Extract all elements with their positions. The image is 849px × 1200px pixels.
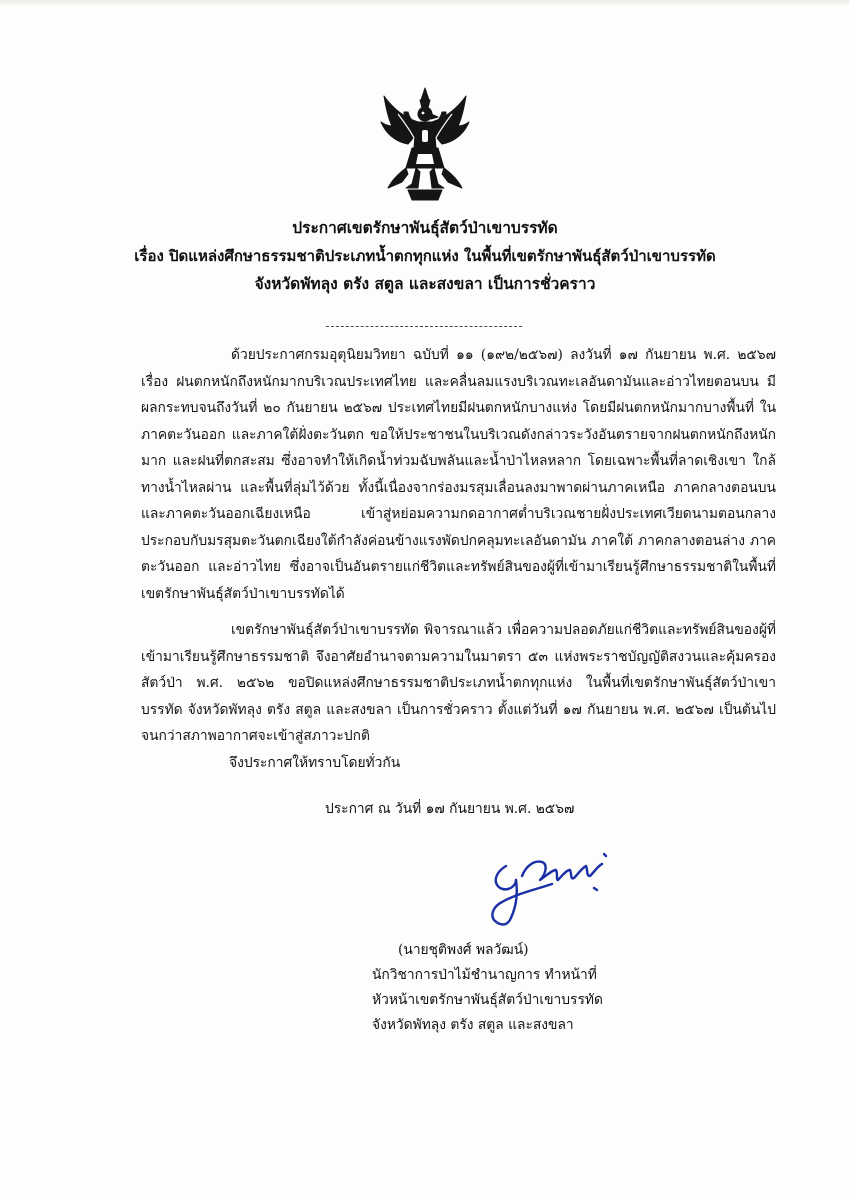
signer-role: หัวหน้าเขตรักษาพันธุ์สัตว์ป่าเขาบรรทัด <box>372 992 603 1008</box>
garuda-emblem-icon <box>378 84 472 202</box>
title-line-1: ประกาศเขตรักษาพันธุ์สัตว์ป่าเขาบรรทัด <box>292 219 558 237</box>
title-line-3: จังหวัดพัทลุง ตรัง สตูล และสงขลา เป็นการชั่วคราว <box>254 275 596 293</box>
announcement-body <box>141 342 776 750</box>
announcement-dateline: ประกาศ ณ วันที่ ๑๗ กันยายน พ.ศ. ๒๕๖๗ <box>325 801 575 817</box>
signer-name: (นายชุติพงศ์ พลวัฒน์) <box>398 942 529 958</box>
announcement-title <box>120 214 730 298</box>
signer-position: นักวิชาการป่าไม้ชำนาญการ ทำหน้าที่ <box>372 967 597 983</box>
body-paragraph-2: เขตรักษาพันธุ์สัตว์ป่าเขาบรรทัด พิจารณาแล้ว เพื่อความปลอดภัยแก่ชีวิตและทรัพย์สินของผู้ที่เข้ามาเรียนรู้ศึกษาธรรมชาติ จึงอาศัยอำนาจตามความในมาตรา ๕๓ แห่งพระราชบัญญัติสงวนและคุ้มครองสัตว์ป่า พ.ศ. ๒๕๖๒ ขอปิดแหล่งศึกษาธรรมชาติประเภทน้ำตกทุกแห่ง ในพื้นที่เขตรักษาพันธุ์สัตว์ป่าเขาบรรทัด จังหวัดพัทลุง ตรัง สตูล และสงขลา เป็นการชั่วคราว ตั้งแต่วันที่ ๑๗ กันยายน พ.ศ. ๒๕๖๗ เป็นต้นไป จนกว่าสภาพอากาศจะเข้าสู่สภาวะปกติ <box>141 622 776 744</box>
handwritten-signature-icon <box>472 836 618 928</box>
signer-area: จังหวัดพัทลุง ตรัง สตูล และสงขลา <box>372 1017 574 1033</box>
announcement-closing: จึงประกาศให้ทราบโดยทั่วกัน <box>229 755 401 771</box>
body-paragraph-1: ด้วยประกาศกรมอุตุนิยมวิทยา ฉบับที่ ๑๑ (๑๙๒/๒๕๖๗) ลงวันที่ ๑๗ กันยายน พ.ศ. ๒๕๖๗ เรื่อง ฝนตกหนักถึงหนักมากบริเวณประเทศไทย และคลื่นลมแรงบริเวณทะเลอันดามันและอ่าวไทยตอนบน มีผลกระทบจนถึงวันที่ ๒๐ กันยายน ๒๕๖๗ ประเทศไทยมีฝนตกหนักบางแห่ง โดยมีฝนตกหนักมากบางพื้นที่ ในภาคตะวันออก และภาคใต้ฝั่งตะวันตก ขอให้ประชาชนในบริเวณดังกล่าวระวังอันตรายจากฝนตกหนักถึงหนักมาก และฝนที่ตกสะสม ซึ่งอาจทำให้เกิดน้ำท่วมฉับพลันและน้ำป่าไหลหลาก โดยเฉพาะพื้นที่ลาดเชิงเขา ใกล้ทางน้ำไหลผ่าน และพื้นที่ลุ่มไว้ด้วย ทั้งนี้เนื่องจากร่องมรสุมเลื่อนลงมาพาดผ่านภาคเหนือ ภาคกลางตอนบน และภาคตะวันออกเฉียงเหนือ เข้าสู่หย่อมความกดอากาศต่ำบริเวณชายฝั่งประเทศเวียดนามตอนกลาง ประกอบกับมรสุมตะวันตกเฉียงใต้กำลังค่อนข้างแรงพัดปกคลุมทะเลอันดามัน ภาคใต้ ภาคกลางตอนล่าง ภาคตะวันออก และอ่าวไทย ซึ่งอาจเป็นอันตรายแก่ชีวิตและทรัพย์สินของผู้ที่เข้ามาเรียนรู้ศึกษาธรรมชาติในพื้นที่เขตรักษาพันธุ์สัตว์ป่าเขาบรรทัดได้ <box>141 347 776 602</box>
title-divider <box>326 326 522 327</box>
scan-edge <box>0 0 849 6</box>
signer-block <box>372 938 672 1038</box>
title-line-2: เรื่อง ปิดแหล่งศึกษาธรรมชาติประเภทน้ำตกทุกแห่ง ในพื้นที่เขตรักษาพันธุ์สัตว์ป่าเขาบรรทัด <box>134 247 716 265</box>
